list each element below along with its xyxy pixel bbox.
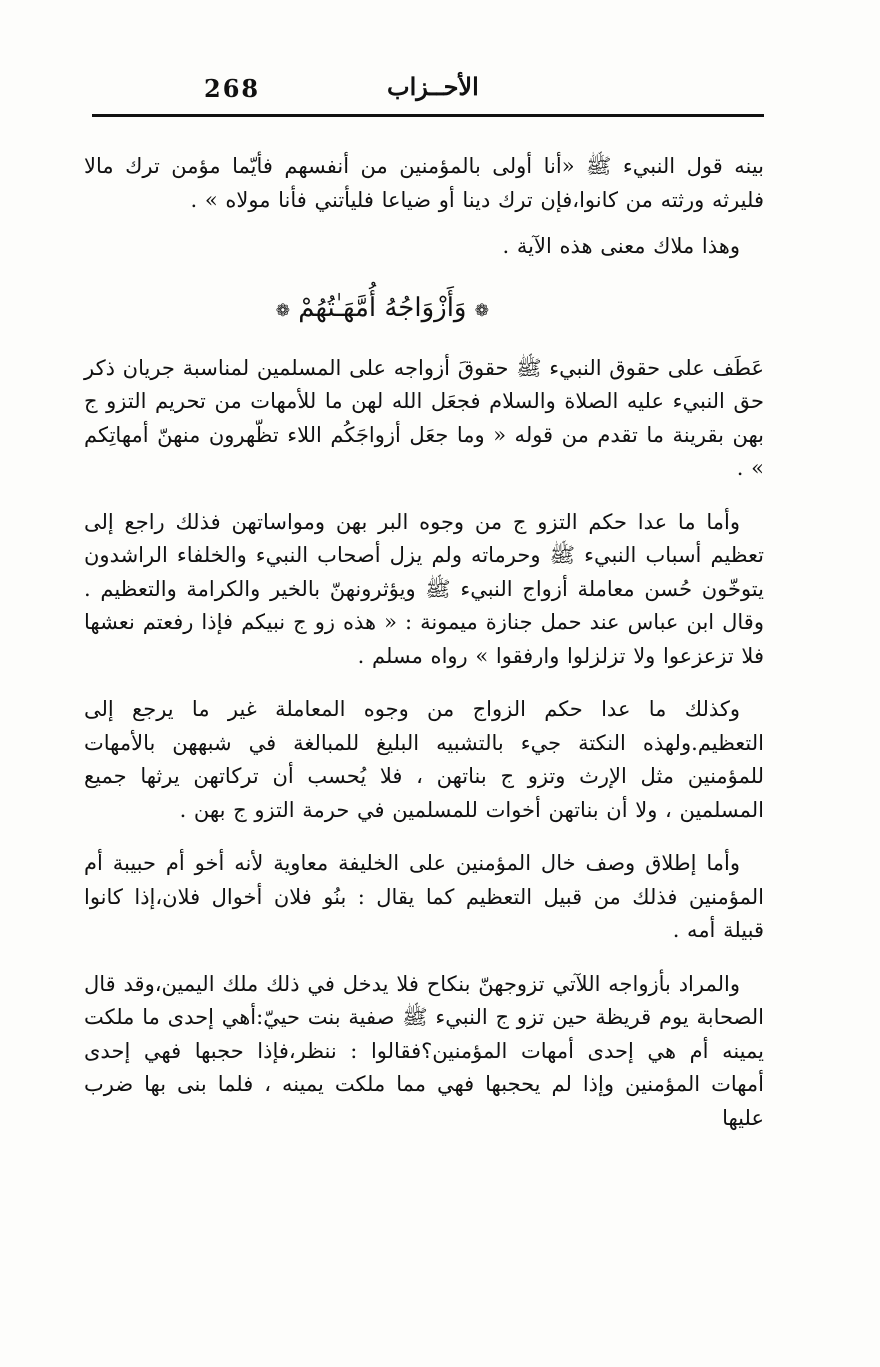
paragraph-4: وأما ما عدا حكم التزو ج من وجوه البر بهن ومواساتهن فذلك راجع إلى تعظيم أسباب النبيء ﷺ وحرماته ولم يزل أصحاب النبيء والخلفاء الراشدون يتوخّون حُسن معاملة أزواج النبيء ﷺ ويؤثرونهنّ بالخير والكرامة والتعظيم . وقال ابن عباس عند حمل جنازة ميمونة : « هذه زو ج نبيكم فإذا رفعتم نعشها فلا تزعزعوا ولا تزلزلوا وارفقوا » رواه مسلم . — [84, 509, 764, 668]
page-number: 268 — [204, 74, 261, 103]
paragraph-7: والمراد بأزواجه اللآتي تزوجهنّ بنكاح فلا يدخل في ذلك ملك اليمين،وقد قال الصحابة يوم قريظة حين تزو ج النبيء ﷺ صفية بنت حييّ:أهي إحدى ما ملكت يمينه أم هي إحدى أمهات المؤمنين؟فقالوا : ننظر،فإذا حجبها فهي إحدى أمهات المؤمنين وإذا لم يحجبها فهي مما ملكت يمينه ، فلما بنى بها ضرب عليها — [84, 971, 764, 1130]
paragraph-2: وهذا ملاك معنى هذه الآية . — [502, 234, 740, 258]
verse-ornament-close: ❁ — [275, 300, 290, 321]
body-text — [84, 150, 764, 1135]
verse-ornament-open: ❁ — [474, 300, 489, 321]
paragraph-6: وأما إطلاق وصف خال المؤمنين على الخليفة معاوية لأنه أخو أم حبيبة أم المؤمنين فذلك من قبيل التعظيم كما يقال : بنُو فلان أخوال فلان،إذا كانوا قبيلة أمه . — [84, 851, 764, 942]
running-title: الأحــزاب — [387, 72, 479, 101]
paragraph-1: بينه قول النبيء ﷺ «أنا أولى بالمؤمنين من أنفسهم فأيّما مؤمن ترك مالا فليرثه ورثته من كانوا،فإن ترك دينا أو ضياعا فليأتني فأنا مولاه » . — [84, 154, 764, 212]
paragraph-5: وكذلك ما عدا حكم الزواج من وجوه المعاملة غير ما يرجع إلى التعظيم.ولهذه النكتة جيء بالتشبيه البليغ للمبالغة في شبههن بالأمهات للمؤمنين مثل الإرث وتزو ج بناتهن ، فلا يُحسب أن تركاتهن يرثها جميع المسلمين ، ولا أن بناتهن أخوات للمسلمين في حرمة التزو ج بهن . — [84, 697, 764, 822]
quran-verse — [84, 290, 764, 329]
header-rule — [92, 114, 764, 117]
page-header — [92, 72, 770, 112]
verse-text: وَأَزْوَاجُهُ أُمَّهَـٰتُهُمْ — [298, 292, 467, 323]
paragraph-3: عَطَف على حقوق النبيء ﷺ حقوقَ أزواجه على المسلمين لمناسبة جريان ذكر حق النبيء عليه الصلاة والسلام فجعَل الله لهن ما للأمهات من تحريم التزو ج بهن بقرينة ما تقدم من قوله « وما جعَل أزواجَكُم اللاء تظّهرون منهنّ أمهاتِكم » . — [84, 355, 765, 480]
